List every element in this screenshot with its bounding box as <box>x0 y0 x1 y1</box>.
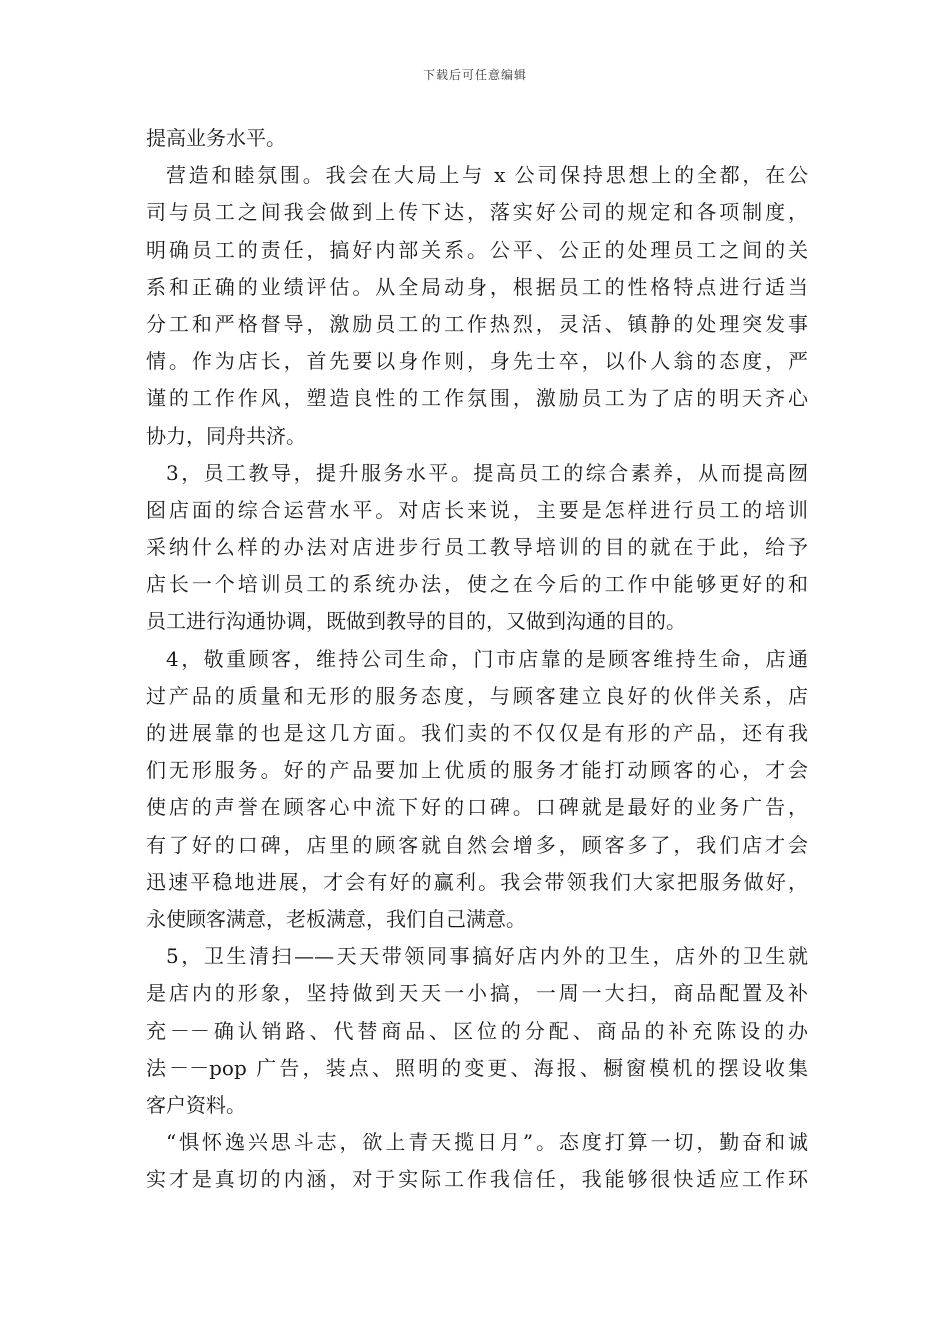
text-line: 4，敬重顾客，维持公司生命，门市店靠的是顾客维持生命，店通 <box>166 646 808 671</box>
text-line: 迅速平稳地进展，才会有好的赢利。我会带领我们大家把服务做好， <box>146 869 808 894</box>
text-line: 们无形服务。好的产品要加上优质的服务才能打动顾客的心，才会 <box>146 758 808 783</box>
text-line: 系和正确的业绩评估。从全局动身，根据员工的性格特点进行适当 <box>146 274 808 299</box>
text-line: “惧怀逸兴思斗志，欲上青天揽日月”。态度打算一切，勤奋和诚 <box>166 1130 808 1155</box>
text-line: 过产品的质量和无形的服务态度，与顾客建立良好的伙伴关系，店 <box>146 683 808 708</box>
text-line: 有了好的口碑，店里的顾客就自然会增多，顾客多了，我们店才会 <box>146 832 808 857</box>
text-line: 谨的工作作风，塑造良性的工作氛围，激励员工为了店的明天齐心 <box>146 386 808 411</box>
text-line: 5，卫生清扫——天天带领同事搞好店内外的卫生，店外的卫生就 <box>166 944 808 969</box>
text-line: 提高业务水平。 <box>146 126 286 150</box>
text-line: 分工和严格督导，激励员工的工作热烈，灵活、镇静的处理突发事 <box>146 311 808 336</box>
text-line: 情。作为店长，首先要以身作则，身先士卒，以仆人翁的态度，严 <box>146 349 808 374</box>
text-line: 永使顾客满意，老板满意，我们自己满意。 <box>146 906 526 931</box>
text-line: 是店内的形象，坚持做到天天一小搞，一周一大扫，商品配置及补 <box>146 981 808 1006</box>
text-line: 实才是真切的内涵，对于实际工作我信任，我能够很快适应工作环 <box>146 1167 808 1192</box>
text-line: 店长一个培训员工的系统办法，使之在今后的工作中能够更好的和 <box>146 572 808 597</box>
text-line: 采纳什么样的办法对店进步行员工教导培训的目的就在于此，给予 <box>146 535 808 560</box>
text-line: 3，员工教导，提升服务水平。提高员工的综合素养，从而提高囫 <box>166 460 808 485</box>
text-line: 的进展靠的也是这几方面。我们卖的不仅仅是有形的产品，还有我 <box>146 721 808 745</box>
text-line: 客户资料。 <box>146 1092 246 1117</box>
document-body <box>146 120 808 1198</box>
text-line: 协力，同舟共济。 <box>146 423 306 448</box>
text-line: 员工进行沟通协调，既做到教导的目的，又做到沟通的目的。 <box>146 609 686 634</box>
text-line: 充－－确认销路、代替商品、区位的分配、商品的补充陈设的办 <box>146 1018 808 1043</box>
text-line: 司与员工之间我会做到上传下达，落实好公司的规定和各项制度， <box>146 200 808 225</box>
page-header: 下载后可任意编辑 <box>422 68 527 82</box>
text-line: 法－－pop 广告，装点、照明的变更、海报、橱窗模机的摆设收集 <box>146 1055 808 1080</box>
text-line: 使店的声誉在顾客心中流下好的口碑。口碑就是最好的业务广告， <box>146 795 808 820</box>
text-line: 营造和睦氛围。我会在大局上与 x 公司保持思想上的全都，在公 <box>166 163 808 188</box>
text-line: 囵店面的综合运营水平。对店长来说，主要是怎样进行员工的培训 <box>146 497 808 522</box>
text-line: 明确员工的责任，搞好内部关系。公平、公正的处理员工之间的关 <box>146 237 808 262</box>
